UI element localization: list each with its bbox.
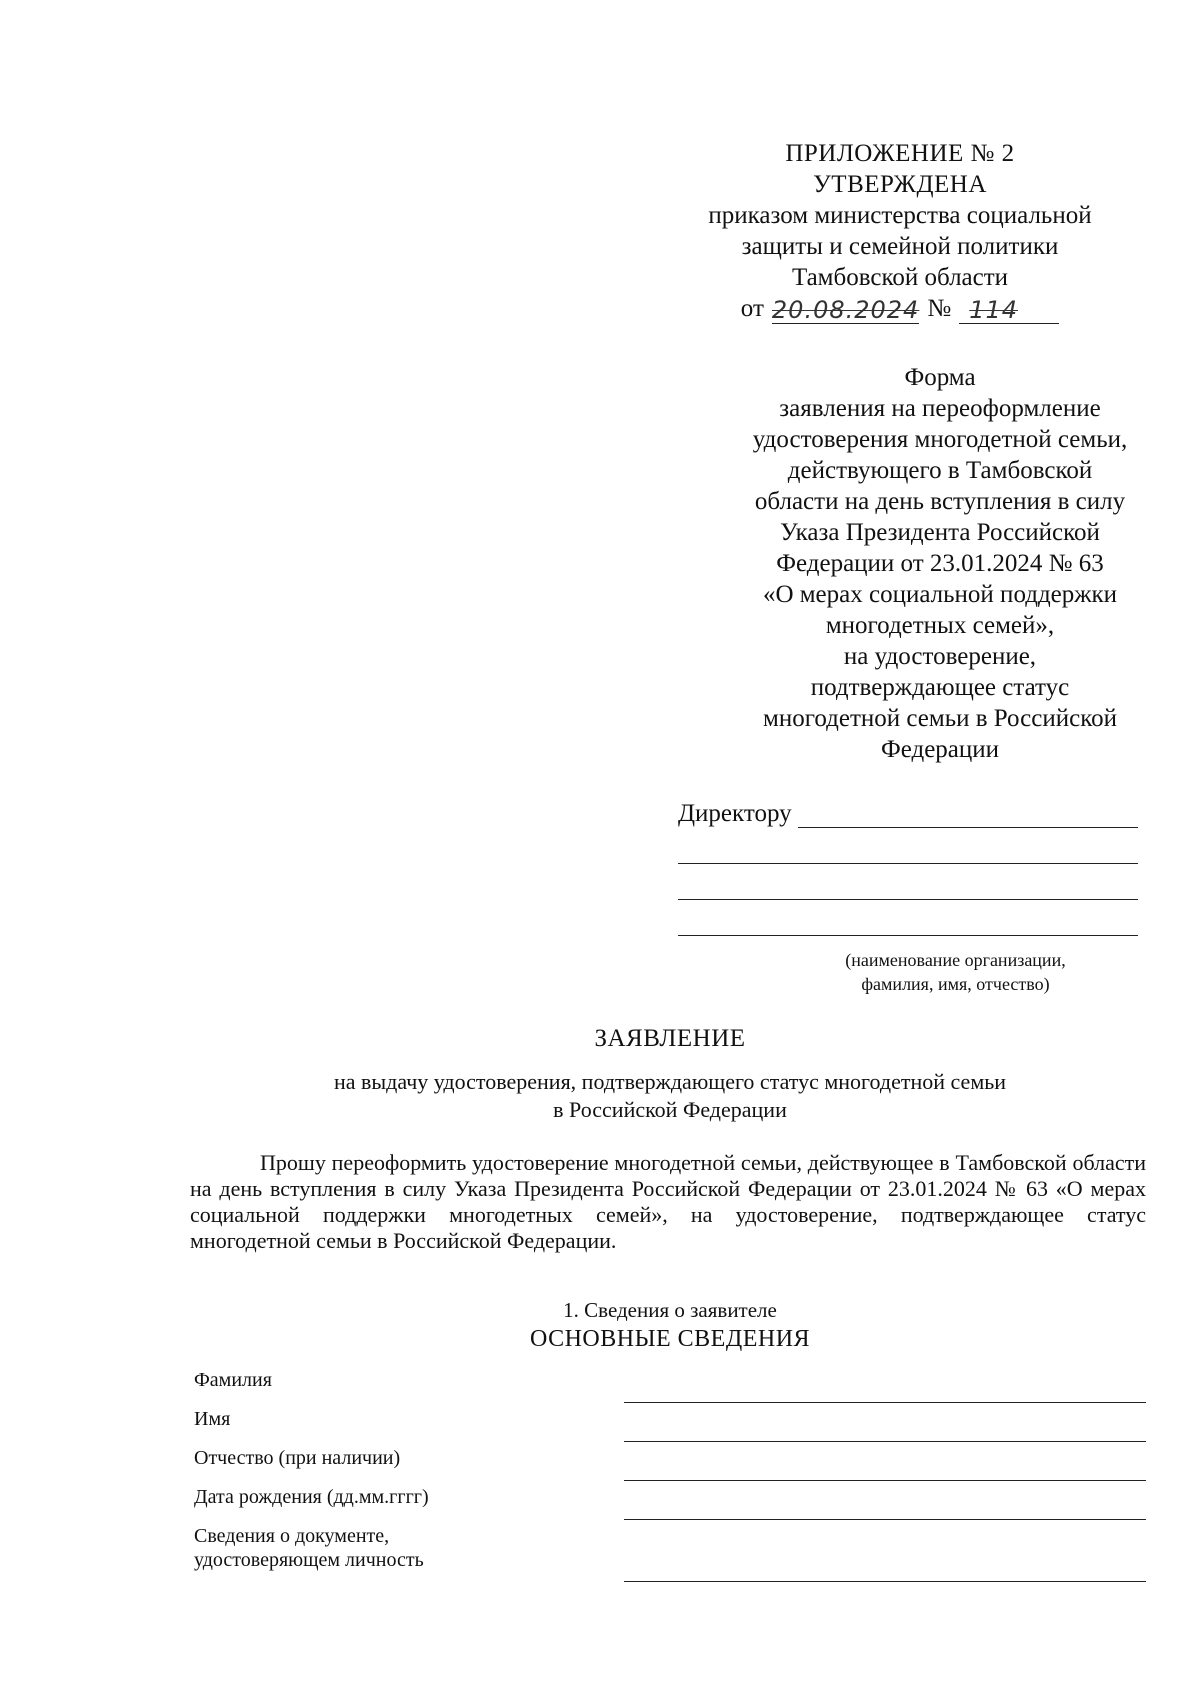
field-label: Дата рождения (дд.мм.гггг): [194, 1486, 429, 1508]
director-fill-line[interactable]: [678, 900, 1138, 936]
field-label: Отчество (при наличии): [194, 1447, 401, 1469]
field-patronymic: [194, 1442, 1146, 1481]
field-surname: [194, 1364, 1146, 1403]
form-title-line: многодетной семьи в Российской: [763, 705, 1117, 732]
director-hint-line: фамилия, имя, отчество): [861, 974, 1050, 994]
order-date-number: [680, 293, 1120, 324]
form-title-line: Федерации: [880, 736, 1000, 763]
statement-subtitle-line: в Российской Федерации: [553, 1097, 787, 1122]
field-label: Имя: [194, 1408, 231, 1430]
field-name: [194, 1403, 1146, 1442]
director-label: Директору: [678, 800, 792, 827]
statement-subtitle-line: на выдачу удостоверения, подтверждающего статус многодетной семьи: [333, 1069, 1007, 1094]
order-date-handwritten: 20.08.2024: [771, 296, 920, 324]
approval-line: защиты и семейной политики: [741, 233, 1059, 260]
number-prefix: №: [927, 295, 952, 322]
field-identity-document: [194, 1520, 1146, 1582]
statement-subtitle: [240, 1068, 1100, 1124]
director-fill-line[interactable]: [678, 864, 1138, 900]
field-label: Фамилия: [194, 1369, 272, 1391]
approved-label: УТВЕРЖДЕНА: [813, 171, 987, 198]
form-title-line: действующего в Тамбовской: [787, 457, 1093, 484]
approval-line: Тамбовской области: [791, 264, 1009, 291]
director-hint-line: (наименование организации,: [845, 950, 1066, 970]
form-title-line: Федерации от 23.01.2024 № 63: [776, 550, 1104, 577]
director-block: [678, 800, 1138, 996]
director-fill-line[interactable]: [678, 828, 1138, 864]
field-birthdate: [194, 1481, 1146, 1520]
field-label-line: удостоверяющем личность: [194, 1549, 424, 1571]
form-title-line: подтверждающее статус: [810, 674, 1070, 701]
applicant-fields: [194, 1364, 1146, 1582]
approval-block: [680, 138, 1120, 324]
section-subtitle: ОСНОВНЫЕ СВЕДЕНИЯ: [529, 1326, 811, 1352]
form-title-line: удостоверения многодетной семьи,: [752, 426, 1128, 453]
form-title-line: многодетных семей»,: [825, 612, 1055, 639]
order-number-handwritten: 114: [959, 297, 1059, 324]
director-fill-line[interactable]: [798, 803, 1138, 828]
date-prefix: от: [740, 295, 764, 322]
statement-title: ЗАЯВЛЕНИЕ: [594, 1025, 746, 1052]
director-hint: [678, 948, 1138, 996]
field-label-line: Сведения о документе,: [194, 1525, 390, 1547]
field-label: [194, 1524, 424, 1572]
form-title-line: заявления на переоформление: [779, 395, 1101, 422]
form-title-line: «О мерах социальной поддержки: [762, 581, 1118, 608]
form-title-block: [725, 362, 1155, 765]
form-title-line: Форма: [904, 364, 976, 391]
statement-body: Прошу переоформить удостоверение многодетной семьи, действующее в Тамбовской области на день вступления в силу Указа Президента Российской Федерации от 23.01.2024 № 63 «О мерах социальной поддержки многодетных семей», на удостоверение, подтверждающее статус многодетной семьи в Российской Федерации.: [190, 1150, 1146, 1253]
approval-line: приказом министерства социальной: [708, 202, 1092, 229]
appendix-number: ПРИЛОЖЕНИЕ № 2: [785, 140, 1015, 167]
section-title: 1. Сведения о заявителе: [563, 1298, 777, 1322]
form-title-line: на удостоверение,: [843, 643, 1037, 670]
field-fill-line[interactable]: [624, 1580, 1146, 1582]
form-title-line: области на день вступления в силу: [754, 488, 1126, 515]
form-title-line: Указа Президента Российской: [780, 519, 1100, 546]
